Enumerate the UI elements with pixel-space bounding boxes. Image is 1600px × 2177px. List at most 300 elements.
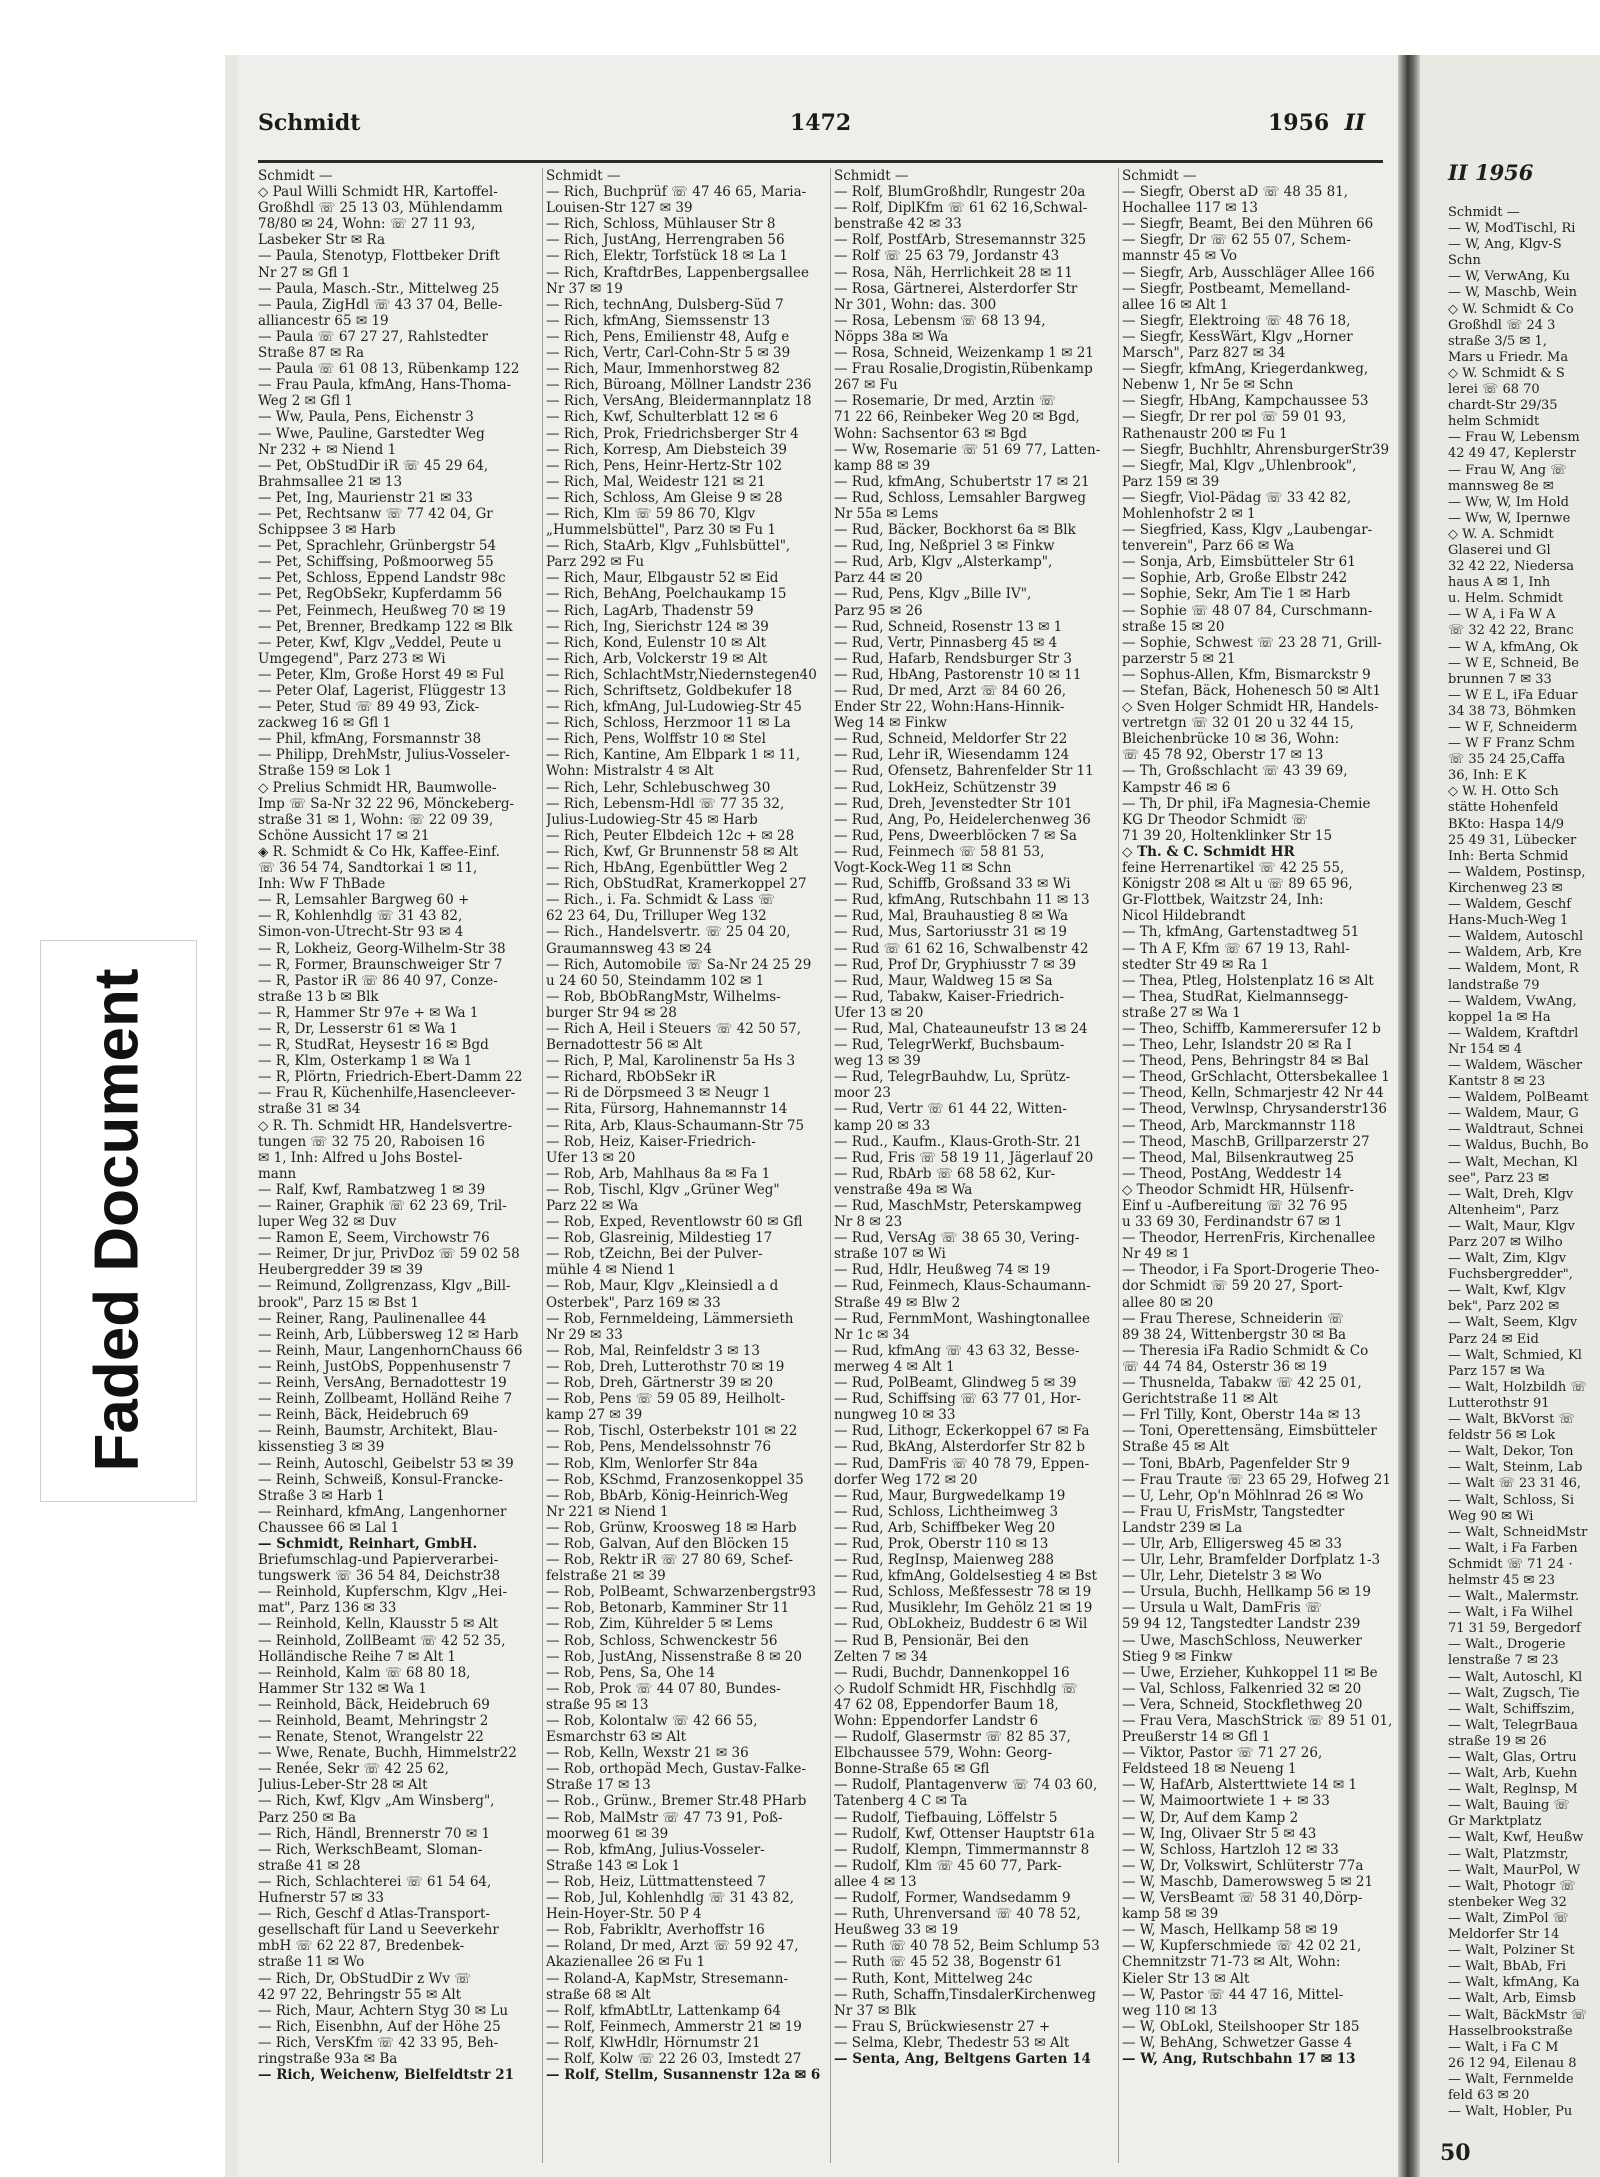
directory-entry: straße 68 ✉ Alt (546, 1986, 651, 2003)
directory-entry: — Paula, ZigHdl ☏ 43 37 04, Belle- (258, 296, 503, 313)
directory-entry: Nr 8 ✉ 23 (834, 1214, 903, 1231)
directory-entry: Preußerstr 14 ✉ Gfl 1 (1122, 1729, 1271, 1746)
directory-entry: — Reinhold, Kelln, Klausstr 5 ✉ Alt (258, 1616, 499, 1633)
directory-entry: — Ulr, Lehr, Bramfelder Dorfplatz 1-3 (1122, 1552, 1381, 1569)
directory-entry: kamp 20 ✉ 33 (834, 1117, 931, 1134)
directory-entry: — Peter Olaf, Lagerist, Flüggestr 13 (258, 683, 507, 699)
directory-entry: — Ruth ☏ 45 52 38, Bogenstr 61 (834, 1954, 1063, 1971)
directory-entry: Schippsee 3 ✉ Harb (258, 522, 396, 539)
directory-entry: ☏ 44 74 84, Osterstr 36 ✉ 19 (1122, 1358, 1328, 1375)
directory-entry: moorweg 61 ✉ 39 (546, 1825, 669, 1842)
directory-entry: Lasbeker Str ✉ Ra (258, 232, 386, 249)
directory-entry: — Rolf, kfmAbtLtr, Lattenkamp 64 (546, 2002, 781, 2019)
directory-entry: — Rich, Peuter Elbdeich 12c + ✉ 28 (546, 827, 795, 844)
directory-entry: — Frau S, Brückwiesenstr 27 + (834, 2018, 1051, 2035)
directory-entry: — Walt, Schloss, Si (1448, 1492, 1574, 1508)
directory-entry: — Walt ☏ 23 31 46, (1448, 1476, 1582, 1492)
directory-entry: — Ralf, Kwf, Rambatzweg 1 ✉ 39 (258, 1181, 486, 1198)
directory-entry: — Th, Großschlacht ☏ 43 39 69, (1122, 763, 1348, 780)
year-value: 1956 (1268, 110, 1330, 136)
directory-entry: — Rich, Ing, Sierichstr 124 ✉ 39 (546, 618, 769, 635)
directory-entry: — Siegfr, KessWärt, Klgv „Horner (1122, 328, 1353, 345)
directory-entry: ☏ 35 24 25,Caffa (1448, 752, 1566, 768)
directory-entry: straße 107 ✉ Wi (834, 1246, 946, 1263)
directory-entry: 36, Inh: E K (1448, 768, 1527, 784)
directory-entry: 71 31 59, Bergedorf (1448, 1621, 1581, 1637)
directory-entry: — Frau Rosalie,Drogistin,Rübenkamp (834, 361, 1093, 378)
directory-entry: Vogt-Kock-Weg 11 ✉ Schn (834, 860, 1012, 877)
directory-entry: — Rich, Maur, Immenhorstweg 82 (546, 361, 781, 378)
directory-entry: — U, Lehr, Op'n Möhlnrad 26 ✉ Wo (1122, 1487, 1364, 1504)
directory-entry: brook", Parz 15 ✉ Bst 1 (258, 1294, 419, 1311)
directory-entry: helmstr 45 ✉ 23 (1448, 1572, 1556, 1588)
directory-entry: — Rolf, PostfArb, Stresemannstr 325 (834, 232, 1087, 249)
directory-entry: — Reimer, Dr jur, PrivDoz ☏ 59 02 58 (258, 1246, 520, 1263)
directory-entry: — Paula ☏ 61 08 13, Rübenkamp 122 (258, 361, 520, 378)
directory-entry: — Pet, RegObSekr, Kupferdamm 56 (258, 586, 503, 603)
directory-entry: feine Herrenartikel ☏ 42 25 55, (1122, 860, 1345, 877)
directory-entry: — Rud, Ang, Po, Heidelerchenweg 36 (834, 811, 1091, 828)
directory-entry: — Siegfr, Dr ☏ 62 55 07, Schem- (1122, 232, 1351, 249)
directory-entry: — Rich, Lehr, Schlebuschweg 30 (546, 779, 771, 796)
directory-entry: — Rud, TelegrWerkf, Buchsbaum- (834, 1037, 1065, 1054)
directory-entry: — R, Kohlenhdlg ☏ 31 43 82, (258, 908, 463, 925)
directory-entry: Julius-Ludowieg-Str 45 ✉ Harb (546, 811, 758, 828)
directory-entry: — Rob, Kolontalw ☏ 42 66 55, (546, 1713, 758, 1729)
directory-entry: Königstr 208 ✉ Alt u ☏ 89 65 96, (1122, 876, 1353, 893)
directory-entry: — Rob, Rektr iR ☏ 27 80 69, Schef- (546, 1552, 794, 1569)
directory-entry: u 24 60 50, Steindamm 102 ✉ 1 (546, 972, 765, 989)
directory-entry: mann (258, 1165, 297, 1182)
column-divider (1118, 168, 1119, 2163)
directory-entry: — Walt, Seem, Klgv (1448, 1315, 1578, 1331)
directory-entry: — Reinh, Arb, Lübbersweg 12 ✉ Harb (258, 1326, 519, 1343)
directory-entry: — W, Ang, Klgv-S (1448, 237, 1562, 253)
directory-entry: moor 23 (834, 1085, 891, 1102)
directory-entry: ☏ 45 78 92, Oberstr 17 ✉ 13 (1122, 747, 1324, 764)
directory-entry: — Senta, Ang, Beltgens Garten 14 (834, 2050, 1091, 2067)
directory-entry: — Reinhold, Beamt, Mehringstr 2 (258, 1713, 489, 1729)
directory-entry: — Rich, SchlachtMstr,Niedernstegen40 (546, 666, 817, 683)
directory-entry: Parz 157 ✉ Wa (1448, 1363, 1546, 1379)
directory-entry: — Rud B, Pensionär, Bei den (834, 1632, 1029, 1649)
directory-entry: — Ulr, Lehr, Dietelstr 3 ✉ Wo (1122, 1568, 1322, 1585)
directory-entry: parzerstr 5 ✉ 21 (1122, 650, 1236, 667)
directory-entry: BKto: Haspa 14/9 (1448, 816, 1564, 832)
directory-entry: Straße 143 ✉ Lok 1 (546, 1857, 681, 1874)
directory-entry: — Pet, Schloss, Eppend Landstr 98c (258, 570, 506, 587)
directory-entry: ◇ Th. & C. Schmidt HR (1122, 843, 1295, 860)
directory-entry: — Reinh, Schweiß, Konsul-Francke- (258, 1471, 504, 1488)
directory-entry: Marsch", Parz 827 ✉ 34 (1122, 345, 1286, 362)
directory-entry: — Rud, BkAng, Alsterdorfer Str 82 b (834, 1439, 1085, 1456)
directory-entry: 42 97 22, Behringstr 55 ✉ Alt (258, 1986, 462, 2003)
directory-entry: Nr 232 + ✉ Niend 1 (258, 441, 397, 458)
directory-entry: Parz 250 ✉ Ba (258, 1809, 357, 1826)
directory-entry: luper Weg 32 ✉ Duv (258, 1214, 397, 1231)
directory-entry: — Walt, Steinm, Lab (1448, 1460, 1583, 1476)
directory-entry: — Siegfr, Buchhltr, AhrensburgerStr39 (1122, 441, 1390, 458)
column-2 (546, 168, 826, 2163)
directory-entry: — W, Ang, Rutschbahn 17 ✉ 13 (1122, 2050, 1356, 2067)
directory-entry: Nr 37 ✉ Blk (834, 2002, 917, 2019)
directory-entry: — Philipp, DrehMstr, Julius-Vosseler- (258, 747, 510, 764)
column-4 (1122, 168, 1402, 2163)
directory-entry: helm Schmidt (1448, 414, 1540, 430)
directory-entry: Bonne-Straße 65 ✉ Gfl (834, 1761, 990, 1778)
directory-entry: — Rich, Geschf d Atlas-Transport- (258, 1906, 490, 1923)
directory-entry: ◈ R. Schmidt & Co Hk, Kaffee-Einf. (258, 843, 500, 860)
directory-entry: — Rob, KSchmd, Franzosenkoppel 35 (546, 1471, 804, 1488)
directory-entry: — Rich, Elektr, Torfstück 18 ✉ La 1 (546, 248, 789, 265)
directory-entry: — Theod, GrSchlacht, Ottersbekallee 1 (1122, 1069, 1390, 1086)
directory-entry: — Walt, i Fa Wilhel (1448, 1605, 1573, 1621)
directory-entry: — Rich, technAng, Dulsberg-Süd 7 (546, 296, 784, 313)
directory-entry: — Rolf, BlumGroßhdlr, Rungestr 20a (834, 184, 1086, 201)
directory-entry: gesellschaft für Land u Seeverkehr (258, 1922, 499, 1939)
directory-entry: — Reinh, Autoschl, Geibelstr 53 ✉ 39 (258, 1455, 514, 1472)
directory-entry: — Rich, kfmAng, Siemssenstr 13 (546, 312, 770, 329)
directory-entry: Heubergredder 39 ✉ 39 (258, 1262, 423, 1279)
directory-entry: stenbeker Weg 32 (1448, 1894, 1567, 1910)
directory-entry: Schöne Aussicht 17 ✉ 21 (258, 827, 430, 844)
volume-roman: II (1344, 110, 1366, 136)
directory-entry: — Rud, RbArb ☏ 68 58 62, Kur- (834, 1165, 1056, 1182)
directory-entry: — Rud, Bäcker, Bockhorst 6a ✉ Blk (834, 522, 1076, 539)
directory-entry: — W F, Schneiderm (1448, 720, 1578, 735)
directory-entry: — Rob, Kelln, Wexstr 21 ✉ 36 (546, 1745, 749, 1762)
directory-entry: — Theodor, HerrenFris, Kirchenallee (1122, 1230, 1376, 1247)
directory-entry: — Rud, RegInsp, Maienweg 288 (834, 1552, 1054, 1569)
directory-entry: — Reimund, Zollgrenzass, Klgv „Bill- (258, 1278, 511, 1295)
directory-entry: Schmidt — (258, 168, 333, 184)
directory-entry: koppel 1a ✉ Ha (1448, 1009, 1551, 1025)
directory-entry: — Rob, Maur, Klgv „Kleinsiedl a d (546, 1278, 779, 1295)
directory-entry: Ufer 13 ✉ 20 (834, 1004, 924, 1021)
directory-entry: — Frau R, Küchenhilfe,Hasencleever- (258, 1085, 516, 1102)
directory-entry: — W, Kupferschmiede ☏ 42 02 21, (1122, 1938, 1362, 1955)
directory-entry: Straße 3 ✉ Harb 1 (258, 1487, 385, 1504)
directory-entry: — W, Pastor ☏ 44 47 16, Mittel- (1122, 1986, 1344, 2003)
directory-entry: straße 31 ✉ 34 (258, 1101, 361, 1118)
directory-entry: Inh: Ww F ThBade (258, 876, 386, 893)
directory-entry: straße 31 ✉ 1, Wohn: ☏ 22 09 39, (258, 811, 494, 828)
directory-entry: Parz 207 ✉ Wilho (1448, 1235, 1563, 1250)
directory-entry: — Siegfr, Dr rer pol ☏ 59 01 93, (1122, 409, 1347, 426)
directory-entry: — Rosa, Gärtnerei, Alsterdorfer Str (834, 280, 1078, 297)
directory-entry: straße 19 ✉ 26 (1448, 1733, 1547, 1749)
directory-entry: Brahmsallee 21 ✉ 13 (258, 473, 403, 490)
directory-entry: 47 62 08, Eppendorfer Baum 18, (834, 1696, 1059, 1713)
directory-entry: — Rud, Mal, Brauhaustieg 8 ✉ Wa (834, 908, 1069, 925)
directory-entry: — W, Dr, Volkswirt, Schlüterstr 77a (1122, 1857, 1364, 1874)
directory-entry: — Rita, Fürsorg, Hahnemannstr 14 (546, 1101, 788, 1118)
directory-entry: feldstr 56 ✉ Lok (1448, 1428, 1556, 1444)
directory-entry: alliancestr 65 ✉ 19 (258, 312, 389, 329)
directory-entry: — Theo, Lehr, Islandstr 20 ✉ Ra I (1122, 1037, 1352, 1054)
directory-entry: Schmidt — (834, 168, 909, 184)
directory-entry: — Rudolf, Plantagenverw ☏ 74 03 60, (834, 1777, 1098, 1794)
directory-entry: — Ruth ☏ 40 78 52, Beim Schlump 53 (834, 1938, 1100, 1955)
directory-entry: Esmarchstr 63 ✉ Alt (546, 1729, 687, 1746)
column-3 (834, 168, 1114, 2163)
directory-entry: — Rich, Schloss, Am Gleise 9 ✉ 28 (546, 489, 783, 506)
directory-entry: — Th A F, Kfm ☏ 67 19 13, Rahl- (1122, 940, 1350, 957)
directory-entry: — W, Ing, Olivaer Str 5 ✉ 43 (1122, 1825, 1317, 1842)
directory-entry: — Walt, Glas, Ortru (1448, 1750, 1577, 1765)
directory-entry: — Walt, Arb, Kuehn (1448, 1766, 1578, 1782)
directory-entry: — Ursula, Buchh, Hellkamp 56 ✉ 19 (1122, 1584, 1371, 1601)
directory-entry: — Viktor, Pastor ☏ 71 27 26, (1122, 1745, 1323, 1762)
directory-entry: weg 110 ✉ 13 (1122, 2002, 1218, 2019)
directory-entry: — Waldem, PolBeamt (1448, 1090, 1589, 1106)
directory-entry: — Rob, Heiz, Kaiser-Friedrich- (546, 1133, 756, 1150)
directory-entry: Mohlenhofstr 2 ✉ 1 (1122, 505, 1256, 522)
directory-entry: — Rich, ObStudRat, Kramerkoppel 27 (546, 876, 807, 893)
directory-entry: — Walt, Schiffszim, (1448, 1701, 1575, 1717)
directory-entry: Kampstr 46 ✉ 6 (1122, 779, 1231, 796)
directory-entry: — Rich, Prok, Friedrichsberger Str 4 (546, 425, 799, 442)
directory-entry: — Rud, Hafarb, Rendsburger Str 3 (834, 650, 1073, 667)
directory-entry: Hochallee 117 ✉ 13 (1122, 200, 1258, 217)
directory-entry: mühle 4 ✉ Niend 1 (546, 1262, 676, 1279)
directory-entry: u. Helm. Schmidt (1448, 591, 1564, 607)
directory-entry: — Rud, kfmAng, Rutschbahn 11 ✉ 13 (834, 892, 1090, 909)
directory-entry: — R, Hammer Str 97e + ✉ Wa 1 (258, 1004, 479, 1021)
directory-entry: — Walt, MaurPol, W (1448, 1862, 1581, 1878)
directory-entry: — Walt, Kwf, Heußw (1448, 1830, 1584, 1846)
directory-entry: allee 80 ✉ 20 (1122, 1294, 1214, 1311)
directory-entry: — Walt, SchneidMstr (1448, 1524, 1588, 1540)
directory-entry: Parz 24 ✉ Eid (1448, 1331, 1539, 1347)
directory-entry: — Walt, Dreh, Klgv (1448, 1186, 1574, 1202)
directory-entry: — Rob, orthopäd Mech, Gustav-Falke- (546, 1761, 807, 1778)
directory-entry: — Walt, Hobler, Pu (1448, 2104, 1573, 2120)
directory-entry: Wohn: Eppendorfer Landstr 6 (834, 1713, 1039, 1729)
directory-entry: — Waldem, Mont, R (1448, 961, 1579, 977)
directory-entry: — Walt, Reglnsp, M (1448, 1782, 1578, 1798)
directory-entry: — Walt, Mechan, Kl (1448, 1154, 1578, 1170)
directory-entry: — Rob, Mal, Reinfeldstr 3 ✉ 13 (546, 1342, 760, 1359)
year (1268, 110, 1365, 136)
directory-entry: — Ri de Dörpsmeed 3 ✉ Neugr 1 (546, 1085, 772, 1102)
directory-entry: — W, Maschb, Wein (1448, 285, 1577, 301)
directory-entry: — Rud, Arb, Klgv „Alsterkamp", (834, 554, 1053, 571)
directory-entry: — Rob, Klm, Wenlorfer Str 84a (546, 1455, 758, 1472)
directory-entry: Altenheim", Parz (1448, 1202, 1559, 1218)
directory-entry: — Roland, Dr med, Arzt ☏ 59 92 47, (546, 1938, 799, 1955)
directory-entry: — Rud, Dreh, Jevenstedter Str 101 (834, 795, 1073, 812)
directory-entry: — Rolf, Stellm, Susannenstr 12a ✉ 6 (546, 2067, 821, 2084)
directory-entry: mannstr 45 ✉ Vo (1122, 248, 1238, 265)
directory-entry: Weg 14 ✉ Finkw (834, 715, 947, 732)
directory-entry: — Rudolf, Kwf, Ottenser Hauptstr 61a (834, 1825, 1095, 1842)
directory-entry: — Reinh, VersAng, Bernadottestr 19 (258, 1375, 507, 1392)
directory-entry: — Walt, Holzbildh ☏ (1448, 1379, 1587, 1395)
directory-entry: — Rud, Schneid, Meldorfer Str 22 (834, 731, 1068, 748)
directory-entry: — Rud, FernmMont, Washingtonallee (834, 1310, 1091, 1327)
directory-entry: Ufer 13 ✉ 20 (546, 1149, 636, 1166)
directory-entry: — Rudolf, Glasermstr ☏ 82 85 37, (834, 1729, 1071, 1746)
directory-entry: — Rud, Vertr ☏ 61 44 22, Witten- (834, 1101, 1067, 1118)
next-page-column (1448, 205, 1600, 2140)
directory-entry: — Walt, Bauing ☏ (1448, 1798, 1570, 1814)
directory-entry: Chemnitzstr 71-73 ✉ Alt, Wohn: (1122, 1954, 1341, 1971)
directory-entry: — Rich, Weichenw, Bielfeldtstr 21 (258, 2067, 515, 2084)
directory-entry: — Rud, MaschMstr, Peterskampweg (834, 1198, 1082, 1214)
directory-entry: — W F Franz Schm (1448, 736, 1576, 752)
directory-entry: — Rich, Händl, Brennerstr 70 ✉ 1 (258, 1825, 491, 1842)
directory-entry: bek", Parz 202 ✉ (1448, 1299, 1560, 1315)
directory-entry: — Rich, Schloss, Mühlauser Str 8 (546, 216, 776, 233)
directory-entry: — Rud, Lehr iR, Wiesendamm 124 (834, 747, 1070, 764)
directory-entry: — Rob, Prok ☏ 44 07 80, Bundes- (546, 1680, 781, 1697)
directory-entry: — Rob, BbArb, König-Heinrich-Weg (546, 1487, 789, 1504)
directory-entry: — Pet, Sprachlehr, Grünbergstr 54 (258, 538, 497, 555)
directory-entry: — R, Pastor iR ☏ 86 40 97, Conze- (258, 972, 498, 989)
directory-entry: — Thusnelda, Tabakw ☏ 42 25 01, (1122, 1375, 1362, 1392)
directory-entry: Akazienallee 26 ✉ Fu 1 (546, 1954, 706, 1971)
directory-entry: — Ruth, Schaffn,TinsdalerKirchenweg (834, 1986, 1096, 2003)
directory-entry: weg 13 ✉ 39 (834, 1053, 921, 1070)
directory-entry: Bernadottestr 56 ✉ Alt (546, 1037, 703, 1054)
directory-entry: — Rich, Korresp, Am Diebsteich 39 (546, 441, 788, 458)
directory-entry: — Rud, Prof Dr, Gryphiusstr 7 ✉ 39 (834, 956, 1077, 973)
directory-entry: — Rich, Maur, Achtern Styg 30 ✉ Lu (258, 2002, 509, 2019)
directory-entry: 71 22 66, Reinbeker Weg 20 ✉ Bgd, (834, 409, 1080, 426)
directory-entry: 26 12 94, Eilenau 8 (1448, 2055, 1577, 2071)
directory-entry: — R, StudRat, Heysestr 16 ✉ Bgd (258, 1037, 489, 1054)
directory-entry: — Pet, ObStudDir iR ☏ 45 29 64, (258, 457, 489, 474)
directory-entry: Rathenaustr 200 ✉ Fu 1 (1122, 425, 1288, 442)
directory-entry: 32 42 22, Niedersa (1448, 559, 1575, 575)
directory-entry: — Theodor, i Fa Sport-Drogerie Theo- (1122, 1262, 1380, 1279)
directory-entry: — Rob, kfmAng, Julius-Vosseler- (546, 1841, 765, 1858)
directory-entry: venstraße 49a ✉ Wa (834, 1181, 973, 1198)
directory-entry: — Sophus-Allen, Kfm, Bismarckstr 9 (1122, 666, 1371, 683)
directory-entry: Graumannsweg 43 ✉ 24 (546, 940, 712, 957)
directory-entry: Kantstr 8 ✉ 23 (1448, 1074, 1546, 1090)
directory-entry: — R, Lokheiz, Georg-Wilhelm-Str 38 (258, 940, 506, 957)
directory-entry: Nicol Hildebrandt (1122, 908, 1246, 925)
directory-entry: Hufnerstr 57 ✉ 33 (258, 1890, 384, 1907)
directory-entry: — Rich, Schlachterei ☏ 61 54 64, (258, 1873, 492, 1890)
directory-entry: — Rosa, Schneid, Weizenkamp 1 ✉ 21 (834, 345, 1094, 362)
directory-entry: — W E L, iFa Eduar (1448, 687, 1578, 703)
directory-entry: mannsweg 8e ✉ (1448, 478, 1554, 494)
directory-entry: 34 38 73, Böhmken (1448, 703, 1577, 719)
directory-entry: — Rud, Schiffb, Großsand 33 ✉ Wi (834, 876, 1071, 893)
directory-entry: — Rudolf, Former, Wandsedamm 9 (834, 1890, 1071, 1907)
directory-entry: zackweg 16 ✉ Gfl 1 (258, 715, 392, 732)
directory-entry: 71 39 20, Holtenklinker Str 15 (1122, 827, 1333, 844)
directory-entry: ◇ Prelius Schmidt HR, Baumwolle- (258, 779, 497, 796)
directory-entry: Schn (1448, 253, 1481, 269)
directory-entry: — Rud, kfmAng, Goldelsestieg 4 ✉ Bst (834, 1568, 1097, 1585)
directory-entry: Straße 17 ✉ 13 (546, 1777, 651, 1794)
directory-entry: — Rolf ☏ 25 63 79, Jordanstr 43 (834, 248, 1060, 265)
directory-entry: tenverein", Parz 66 ✉ Wa (1122, 538, 1295, 555)
directory-entry: — Rob, PolBeamt, Schwarzenbergstr93 (546, 1584, 817, 1601)
directory-entry: — Rud, ObLokheiz, Buddestr 6 ✉ Wil (834, 1616, 1088, 1633)
directory-entry: — Rud, Lithogr, Eckerkoppel 67 ✉ Fa (834, 1423, 1090, 1440)
directory-entry: benstraße 42 ✉ 33 (834, 216, 962, 233)
directory-entry: straße 41 ✉ 28 (258, 1857, 361, 1874)
directory-entry: ☏ 32 42 22, Branc (1448, 623, 1574, 639)
directory-entry: — Selma, Klebr, Thedestr 53 ✉ Alt (834, 2034, 1070, 2051)
directory-entry: — Rich, Automobile ☏ Sa-Nr 24 25 29 (546, 956, 812, 973)
directory-entry: — Rolf, KlwHdlr, Hörnumstr 21 (546, 2034, 761, 2051)
directory-entry: ◇ W. A. Schmidt (1448, 526, 1554, 542)
directory-entry: — Rich, KraftdrBes, Lappenbergsallee (546, 264, 809, 281)
directory-entry: — Frau U, FrisMstr, Tangstedter (1122, 1503, 1345, 1520)
directory-entry: — Rosa, Lebensm ☏ 68 13 94, (834, 312, 1046, 329)
directory-entry: — Rud, Prok, Oberstr 110 ✉ 13 (834, 1535, 1049, 1552)
directory-entry: Gr Marktplatz (1448, 1814, 1542, 1830)
directory-entry: — Rud, Tabakw, Kaiser-Friedrich- (834, 988, 1065, 1005)
column-divider (542, 168, 543, 2163)
directory-entry: Nr 154 ✉ 4 (1448, 1041, 1522, 1057)
directory-entry: lerei ☏ 68 70 (1448, 382, 1540, 398)
directory-entry: — Walt, BäckMstr ☏ (1448, 2007, 1588, 2023)
directory-entry: — Siegfr, Mal, Klgv „Uhlenbrook", (1122, 457, 1357, 474)
directory-entry: — Waldem, Maur, G (1448, 1106, 1579, 1122)
directory-entry: kamp 58 ✉ 39 (1122, 1906, 1219, 1923)
directory-entry: Parz 44 ✉ 20 (834, 570, 923, 587)
directory-entry: Zelten 7 ✉ 34 (834, 1648, 928, 1665)
directory-entry: Wohn: Sachsentor 63 ✉ Bgd (834, 425, 1028, 442)
directory-entry: — Ww, Paula, Pens, Eichenstr 3 (258, 409, 474, 426)
directory-entry: — Rolf, DiplKfm ☏ 61 62 16,Schwal- (834, 200, 1088, 217)
directory-entry: — Pet, Feinmech, Heußweg 70 ✉ 19 (258, 602, 506, 619)
directory-entry: — Rosa, Näh, Herrlichkeit 28 ✉ 11 (834, 264, 1073, 281)
directory-entry: — Rich, LagArb, Thadenstr 59 (546, 602, 754, 619)
directory-entry: — R, Former, Braunschweiger Str 7 (258, 956, 503, 973)
directory-entry: — Rolf, Feinmech, Ammerstr 21 ✉ 19 (546, 2018, 802, 2035)
directory-entry: — Rud, Schloss, Lichtheimweg 3 (834, 1503, 1059, 1520)
directory-entry: — Frau W, Ang ☏ (1448, 462, 1567, 478)
directory-entry: — Walt, TelegrBaua (1448, 1717, 1578, 1733)
directory-entry: — Theo, Schiffb, Kammerersufer 12 b (1122, 1020, 1381, 1037)
directory-entry: — Ulr, Arb, Elligersweg 45 ✉ 33 (1122, 1535, 1343, 1552)
header-rule (258, 160, 1383, 163)
directory-entry: — Walt, Platzmstr, (1448, 1846, 1569, 1862)
directory-entry: — Theod, PostAng, Weddestr 14 (1122, 1165, 1342, 1182)
directory-entry: — Rich, WerkschBeamt, Sloman- (258, 1841, 483, 1858)
directory-entry: — Rob, Dreh, Gärtnerstr 39 ✉ 20 (546, 1375, 774, 1392)
directory-entry: — Ww, W, Ipernwe (1448, 510, 1571, 526)
directory-entry: — Vera, Schneid, Stockflethweg 20 (1122, 1696, 1363, 1713)
directory-entry: kamp 27 ✉ 39 (546, 1407, 643, 1424)
directory-entry: — R, Plörtn, Friedrich-Ebert-Damm 22 (258, 1069, 523, 1086)
directory-entry: — Sophie, Sekr, Am Tie 1 ✉ Harb (1122, 586, 1351, 603)
directory-entry: — Thea, Ptleg, Holstenplatz 16 ✉ Alt (1122, 972, 1374, 989)
directory-entry: — Rosemarie, Dr med, Arztin ☏ (834, 393, 1056, 410)
directory-entry: ◇ R. Th. Schmidt HR, Handelsvertre- (258, 1117, 513, 1134)
directory-entry: — Th, Dr phil, iFa Magnesia-Chemie (1122, 795, 1371, 812)
directory-entry: — Siegfr, Beamt, Bei den Mühren 66 (1122, 216, 1374, 233)
directory-entry: — Rob, Pens, Sa, Ohe 14 (546, 1664, 716, 1681)
directory-entry: — Paula, Masch.-Str., Mittelweg 25 (258, 280, 500, 297)
directory-entry: — Frau W, Lebensm (1448, 430, 1580, 446)
directory-entry: Kieler Str 13 ✉ Alt (1122, 1970, 1250, 1987)
directory-entry: Nr 49 ✉ 1 (1122, 1246, 1191, 1263)
directory-entry: straße 95 ✉ 13 (546, 1696, 649, 1713)
directory-entry: — W A, i Fa W A (1448, 607, 1556, 623)
directory-entry: — Reinhold, Kupferschm, Klgv „Hei- (258, 1584, 508, 1601)
directory-entry: — Frau Paula, kfmAng, Hans-Thoma- (258, 377, 512, 394)
directory-entry: tungswerk ☏ 36 54 84, Deichstr38 (258, 1568, 501, 1585)
